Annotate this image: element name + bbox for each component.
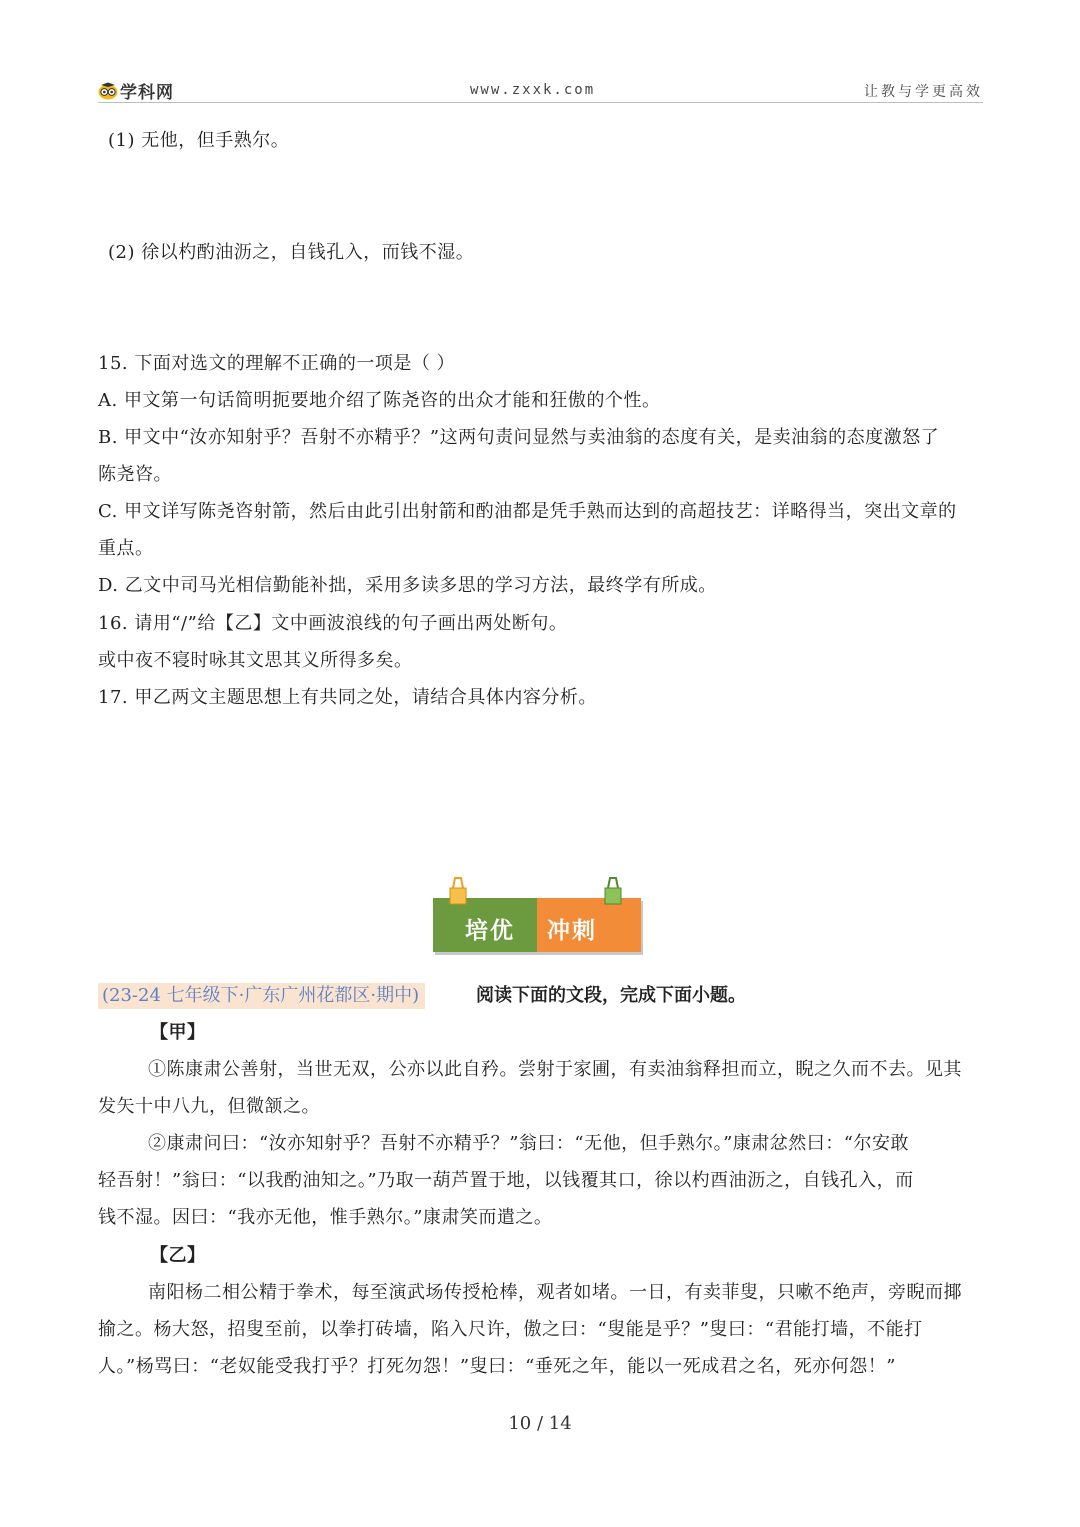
page-number: 10 / 14 [508,1413,572,1434]
reading-instruction: 阅读下面的文段，完成下面小题。 [476,985,746,1006]
binder-clip-icon [603,876,623,908]
passage-yi-line: 南阳杨二相公精于拳术，每至演武场传授枪棒，观者如堵。一日，有卖菲叟，只嗽不绝声，旁睨而揶 [148,1282,962,1303]
question-15-option-c: C. 甲文详写陈尧咨射箭，然后由此引出射箭和酌油都是凭手熟而达到的高超技艺：详略得当，突出文章的 [98,501,957,522]
question-16-stem: 16. 请用“/”给【乙】文中画波浪线的句子画出两处断句。 [98,613,568,634]
passage-yi-line: 人。”杨骂曰：“老奴能受我打乎？打死勿怨！”叟曰：“垂死之年，能以一死成君之名，死亦何怨！” [98,1356,897,1377]
site-url: www.zxxk.com [470,82,596,98]
passage-jia-line: 发矢十中八九，但微颔之。 [98,1096,320,1117]
header-slogan: 让教与学更高效 [864,84,983,100]
question-15-stem: 15. 下面对选文的理解不正确的一项是（ ） [98,353,456,374]
banner-left-label: 培优 [465,918,515,944]
passage-yi-title: 【乙】 [150,1245,206,1266]
question-17-stem: 17. 甲乙两文主题思想上有共同之处，请结合具体内容分析。 [98,687,597,708]
passage-jia-line: ②康肃问曰：“汝亦知射乎？吾射不亦精乎？”翁曰：“无他，但手熟尔。”康肃忿然曰：“尔安敢 [148,1133,910,1154]
logo-text: 学科网 [120,83,174,103]
section-banner [433,876,641,954]
translation-item-1: (1) 无他，但手熟尔。 [108,130,290,151]
logo [98,78,174,103]
passage-jia-title: 【甲】 [150,1022,206,1043]
passage-jia-line: 轻吾射！”翁曰：“以我酌油知之。”乃取一葫芦置于地，以钱覆其口，徐以杓酉油沥之，自钱孔入，而 [98,1170,914,1191]
passage-jia-line: 钱不湿。因曰：“我亦无他，惟手熟尔。”康肃笑而遣之。 [98,1207,553,1228]
question-16-sentence: 或中夜不寝时咏其文思其义所得多矣。 [98,650,413,671]
question-15-option-c-cont: 重点。 [98,538,154,559]
question-15-option-b: B. 甲文中“汝亦知射乎？吾射不亦精乎？”这两句责问显然与卖油翁的态度有关，是卖油翁的态度激怒了 [98,427,940,448]
source-tag: (23-24 七年级下·广东广州花都区·期中) [98,983,425,1009]
question-15-option-b-cont: 陈尧咨。 [98,464,172,485]
passage-jia-line: ①陈康肃公善射，当世无双，公亦以此自矜。尝射于家圃，有卖油翁释担而立，睨之久而不去。见其 [148,1059,962,1080]
binder-clip-icon [448,876,468,908]
question-15-option-d: D. 乙文中司马光相信勤能补拙，采用多读多思的学习方法，最终学有所成。 [98,575,717,596]
question-15-option-a: A. 甲文第一句话简明扼要地介绍了陈尧咨的出众才能和狂傲的个性。 [98,390,661,411]
page-header [98,76,983,103]
banner-right-label: 冲刺 [547,918,597,944]
passage-yi-line: 揄之。杨大怒，招叟至前，以拳打砖墙，陷入尺许，傲之曰：“叟能是乎？”叟曰：“君能打墙，不能打 [98,1319,923,1340]
translation-item-2: (2) 徐以杓酌油沥之，自钱孔入，而钱不湿。 [108,242,475,263]
owl-logo-icon [98,82,118,100]
